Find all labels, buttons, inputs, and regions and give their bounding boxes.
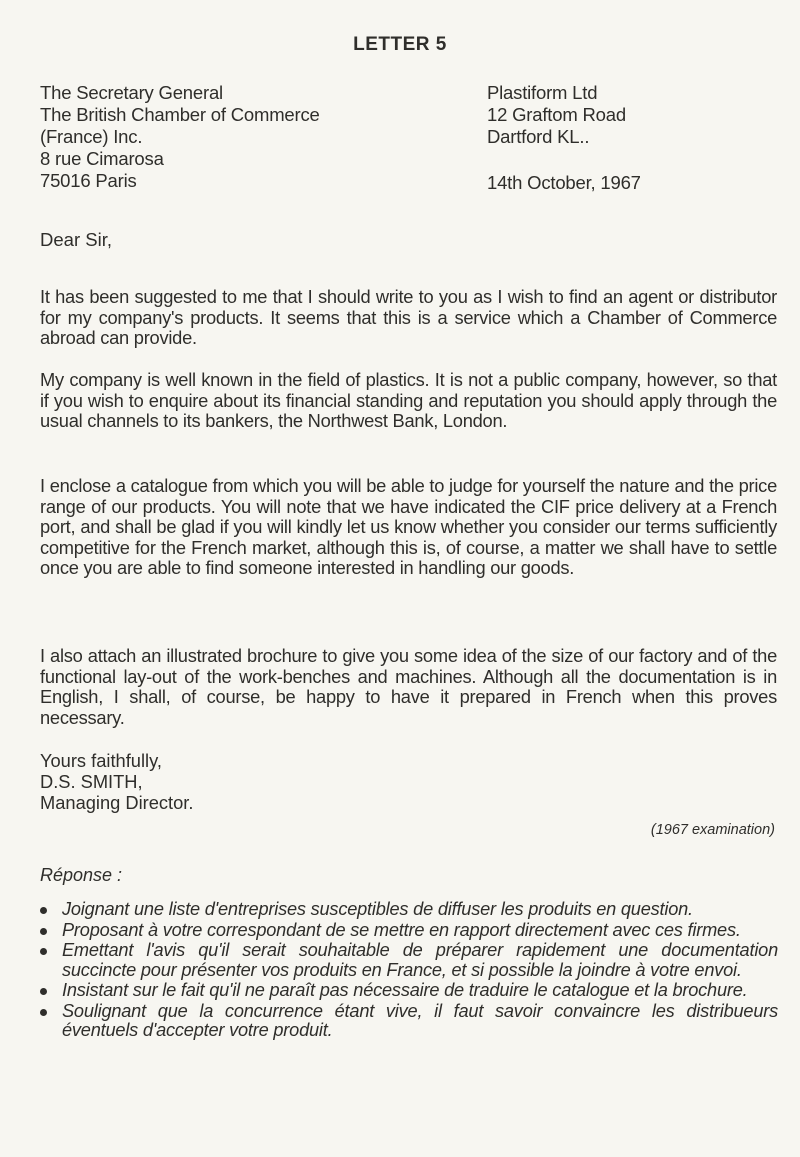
list-item-text: Emettant l'avis qu'il serait souhaitable de préparer rapidement une documentation succincte pour présenter vos produits en France, et si possible la joindre à votre envoi. [62, 940, 778, 980]
body-paragraph [40, 287, 777, 349]
paragraph-text: I also attach an illustrated brochure to give you some idea of the size of our factory and of the functional lay-out of the work-benches and machines. Although all the documentation is in English, I shall, of course, be happy to have it prepared in French when this proves necessary. [40, 645, 777, 728]
bullet-icon [40, 988, 47, 995]
body-paragraph [40, 370, 777, 432]
signature-name: D.S. SMITH, [40, 771, 143, 792]
list-item [38, 941, 778, 980]
list-item-text: Soulignant que la concurrence étant vive, il faut savoir convaincre les distribueurs éventuels d'accepter votre produit. [62, 1000, 778, 1040]
list-item-text: Insistant sur le fait qu'il ne paraît pas nécessaire de traduire le catalogue et la brochure. [62, 980, 748, 1000]
list-item [38, 900, 778, 920]
paragraph-text: My company is well known in the field of plastics. It is not a public company, however, so that if you wish to enquire about its financial standing and reputation you should apply through the usual channels to its bankers, the Northwest Bank, London. [40, 369, 777, 431]
letter-title: LETTER 5 [353, 34, 447, 55]
sender-line: 12 Graftom Road [487, 104, 626, 125]
list-item [38, 1002, 778, 1041]
bullet-icon [40, 1009, 47, 1016]
bullet-icon [40, 907, 47, 914]
bullet-icon [40, 928, 47, 935]
reponse-list [38, 900, 778, 1042]
source-note: (1967 examination) [650, 822, 775, 838]
recipient-line: The British Chamber of Commerce [40, 104, 320, 125]
letter-date: 14th October, 1967 [487, 172, 641, 193]
salutation: Dear Sir, [40, 229, 112, 250]
sender-address [487, 82, 626, 148]
sender-line: Plastiform Ltd [487, 82, 598, 103]
signature-title: Managing Director. [40, 792, 194, 813]
closing-block [40, 750, 193, 813]
sender-line: Dartford KL.. [487, 126, 590, 147]
list-item-text: Joignant une liste d'entreprises susceptibles de diffuser les produits en question. [62, 899, 693, 919]
recipient-line: 8 rue Cimarosa [40, 148, 164, 169]
recipient-line: 75016 Paris [40, 170, 137, 191]
body-paragraph [40, 476, 777, 579]
paragraph-text: I enclose a catalogue from which you will be able to judge for yourself the nature and the price range of our products. You will note that we have indicated the CIF price delivery at a French port, and shall be glad if you will kindly let us know whether you consider our terms sufficiently competitive for the French market, although this is, of course, a matter we shall have to settle once you are able to find someone interested in handling our goods. [40, 475, 777, 578]
recipient-address [40, 82, 320, 192]
list-item [38, 921, 778, 941]
closing-line: Yours faithfully, [40, 750, 162, 771]
paragraph-text: It has been suggested to me that I should write to you as I wish to find an agent or distributor for my company's products. It seems that this is a service which a Chamber of Commerce abroad can provide. [40, 286, 777, 348]
list-item [38, 981, 778, 1001]
recipient-line: (France) Inc. [40, 126, 143, 147]
body-paragraph [40, 646, 777, 728]
bullet-icon [40, 948, 47, 955]
reponse-heading: Réponse : [40, 865, 123, 885]
list-item-text: Proposant à votre correspondant de se mettre en rapport directement avec ces firmes. [62, 919, 741, 940]
recipient-line: The Secretary General [40, 82, 223, 103]
